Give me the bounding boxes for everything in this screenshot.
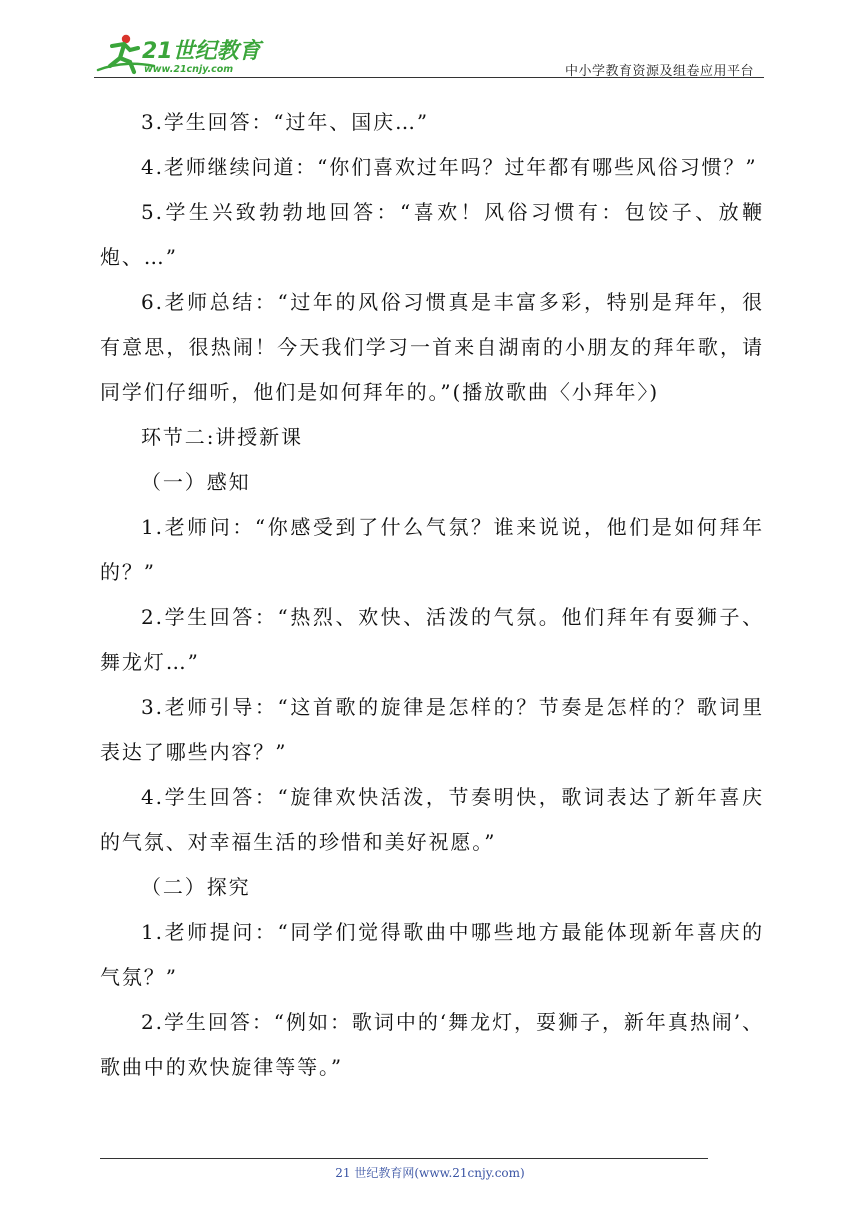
header-divider [94,77,764,78]
section-heading: 环节二:讲授新课 [141,425,303,449]
subsection-heading: （一）感知 [141,470,251,494]
paragraph: 5.学生兴致勃勃地回答：“喜欢！风俗习惯有：包饺子、放鞭炮、…” [100,200,764,269]
document-body [100,100,764,1090]
paragraph: 2.学生回答：“热烈、欢快、活泼的气氛。他们拜年有耍狮子、舞龙灯…” [100,605,764,674]
paragraph: 2.学生回答：“例如：歌词中的‘舞龙灯，耍狮子，新年真热闹’、歌曲中的欢快旋律等等。” [100,1010,764,1079]
paragraph: 4.学生回答：“旋律欢快活泼，节奏明快，歌词表达了新年喜庆的气氛、对幸福生活的珍惜和美好祝愿。” [100,785,764,854]
paragraph: 1.老师问：“你感受到了什么气氛？谁来说说，他们是如何拜年的？” [100,515,764,584]
logo-url: www.21cnjy.com [144,64,234,75]
paragraph: 3.学生回答：“过年、国庆…” [141,110,430,134]
subsection-heading: （二）探究 [141,875,251,899]
page-header [94,30,764,78]
footer-link[interactable]: 21 世纪教育网(www.21cnjy.com) [335,1166,525,1180]
platform-name: 中小学教育资源及组卷应用平台 [564,64,754,79]
paragraph: 4.老师继续问道：“你们喜欢过年吗？过年都有哪些风俗习惯？” [141,155,758,179]
paragraph: 3.老师引导：“这首歌的旋律是怎样的？节奏是怎样的？歌词里表达了哪些内容？” [100,695,764,764]
runner-logo-icon [94,30,264,78]
site-logo [94,30,264,78]
paragraph: 6.老师总结：“过年的风俗习惯真是丰富多彩，特别是拜年，很有意思，很热闹！今天我们学习一首来自湖南的小朋友的拜年歌，请同学们仔细听，他们是如何拜年的。”(播放歌曲〈小拜年〉) [100,290,764,404]
logo-text: 21世纪教育 [142,39,261,64]
paragraph: 1.老师提问：“同学们觉得歌曲中哪些地方最能体现新年喜庆的气氛？” [100,920,764,989]
footer-divider [100,1158,708,1159]
